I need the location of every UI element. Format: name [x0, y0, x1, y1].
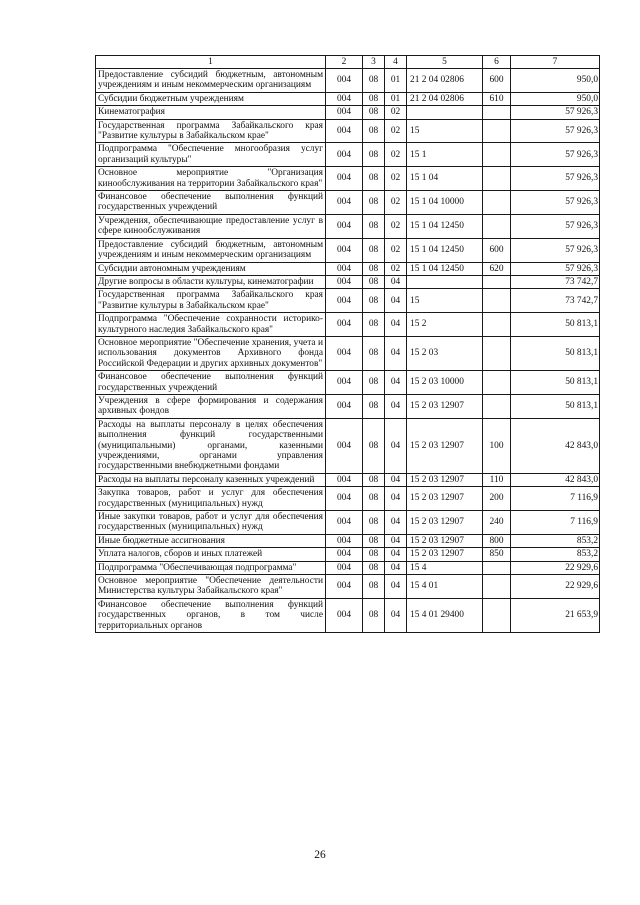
row-name-cell: Учреждения в сфере формирования и содержания архивных фондов: [96, 394, 326, 418]
row-name-cell: Предоставление субсидий бюджетным, автономным учреждениям и иным некоммерческим организациям: [96, 69, 326, 93]
table-body: [96, 56, 600, 633]
subsection-code-cell: 02: [385, 238, 407, 262]
ministry-code-cell: 004: [326, 313, 363, 337]
ministry-code-cell: 004: [326, 275, 363, 288]
target-article-cell: [407, 275, 483, 288]
amount-cell: 7 116,9: [511, 487, 600, 511]
target-article-cell: 15 2: [407, 313, 483, 337]
expense-type-cell: [483, 191, 511, 215]
target-article-cell: 15 2 03 10000: [407, 371, 483, 395]
section-code-cell: 08: [363, 511, 385, 535]
amount-cell: 57 926,3: [511, 143, 600, 167]
subsection-code-cell: 01: [385, 69, 407, 93]
table-row: [96, 289, 600, 313]
row-name-cell: Финансовое обеспечение выполнения функций государственных учреждений: [96, 191, 326, 215]
table-row: [96, 548, 600, 561]
section-code-cell: 08: [363, 69, 385, 93]
subsection-code-cell: 04: [385, 313, 407, 337]
expense-type-cell: 600: [483, 69, 511, 93]
expense-type-cell: [483, 598, 511, 632]
expense-type-cell: [483, 313, 511, 337]
row-name-cell: Подпрограмма "Обеспечение сохранности историко-культурного наследия Забайкальского края": [96, 313, 326, 337]
ministry-code-cell: 004: [326, 418, 363, 473]
amount-cell: 22 929,6: [511, 561, 600, 574]
expense-type-cell: 610: [483, 92, 511, 105]
expense-type-cell: [483, 371, 511, 395]
column-number: 4: [385, 56, 407, 69]
target-article-cell: 15 1 04 12450: [407, 262, 483, 275]
ministry-code-cell: 004: [326, 511, 363, 535]
target-article-cell: 15 2 03 12907: [407, 394, 483, 418]
target-article-cell: 15: [407, 119, 483, 143]
subsection-code-cell: 02: [385, 262, 407, 275]
row-name-cell: Субсидии автономным учреждениям: [96, 262, 326, 275]
table-row: [96, 119, 600, 143]
target-article-cell: 15 2 03: [407, 336, 483, 370]
expense-type-cell: 200: [483, 487, 511, 511]
subsection-code-cell: 04: [385, 534, 407, 547]
expense-type-cell: [483, 214, 511, 238]
section-code-cell: 08: [363, 394, 385, 418]
column-number: 5: [407, 56, 483, 69]
row-name-cell: Государственная программа Забайкальского края "Развитие культуры в Забайкальском крае": [96, 119, 326, 143]
amount-cell: 57 926,3: [511, 262, 600, 275]
column-number: 7: [511, 56, 600, 69]
row-name-cell: Государственная программа Забайкальского края "Развитие культуры в Забайкальском крае": [96, 289, 326, 313]
target-article-cell: 15 2 03 12907: [407, 418, 483, 473]
table-row: [96, 487, 600, 511]
row-name-cell: Основное мероприятие "Обеспечение деятельности Министерства культуры Забайкальского края": [96, 575, 326, 599]
ministry-code-cell: 004: [326, 336, 363, 370]
page-number: 26: [314, 849, 326, 861]
subsection-code-cell: 04: [385, 561, 407, 574]
table-row: [96, 143, 600, 167]
row-name-cell: Основное мероприятие "Организация кинообслуживания на территории Забайкальского края": [96, 167, 326, 191]
target-article-cell: 15 1: [407, 143, 483, 167]
section-code-cell: 08: [363, 143, 385, 167]
table-row: [96, 92, 600, 105]
ministry-code-cell: 004: [326, 143, 363, 167]
target-article-cell: [407, 106, 483, 119]
row-name-cell: Субсидии бюджетным учреждениям: [96, 92, 326, 105]
amount-cell: 50 813,1: [511, 371, 600, 395]
ministry-code-cell: 004: [326, 119, 363, 143]
subsection-code-cell: 04: [385, 336, 407, 370]
subsection-code-cell: 04: [385, 511, 407, 535]
section-code-cell: 08: [363, 473, 385, 486]
target-article-cell: 15 1 04 12450: [407, 238, 483, 262]
budget-table: [95, 55, 600, 633]
subsection-code-cell: 04: [385, 575, 407, 599]
table-row: [96, 511, 600, 535]
subsection-code-cell: 02: [385, 214, 407, 238]
column-number: 2: [326, 56, 363, 69]
target-article-cell: 15 1 04: [407, 167, 483, 191]
amount-cell: 7 116,9: [511, 511, 600, 535]
table-row: [96, 418, 600, 473]
row-name-cell: Расходы на выплаты персоналу казенных учреждений: [96, 473, 326, 486]
subsection-code-cell: 04: [385, 418, 407, 473]
amount-cell: 73 742,7: [511, 275, 600, 288]
table-row: [96, 336, 600, 370]
table-row: [96, 473, 600, 486]
row-name-cell: Финансовое обеспечение выполнения функций государственных учреждений: [96, 371, 326, 395]
subsection-code-cell: 04: [385, 598, 407, 632]
target-article-cell: 21 2 04 02806: [407, 92, 483, 105]
ministry-code-cell: 004: [326, 69, 363, 93]
section-code-cell: 08: [363, 238, 385, 262]
expense-type-cell: [483, 561, 511, 574]
section-code-cell: 08: [363, 548, 385, 561]
expense-type-cell: 100: [483, 418, 511, 473]
subsection-code-cell: 04: [385, 289, 407, 313]
section-code-cell: 08: [363, 575, 385, 599]
ministry-code-cell: 004: [326, 575, 363, 599]
target-article-cell: 15 2 03 12907: [407, 473, 483, 486]
section-code-cell: 08: [363, 92, 385, 105]
amount-cell: 50 813,1: [511, 336, 600, 370]
table-row: [96, 371, 600, 395]
section-code-cell: 08: [363, 336, 385, 370]
subsection-code-cell: 02: [385, 191, 407, 215]
subsection-code-cell: 04: [385, 394, 407, 418]
ministry-code-cell: 004: [326, 473, 363, 486]
subsection-code-cell: 01: [385, 92, 407, 105]
table-row: [96, 238, 600, 262]
target-article-cell: 15 2 03 12907: [407, 487, 483, 511]
amount-cell: 950,0: [511, 69, 600, 93]
expense-type-cell: 110: [483, 473, 511, 486]
expense-type-cell: 800: [483, 534, 511, 547]
row-name-cell: Закупка товаров, работ и услуг для обеспечения государственных (муниципальных) нужд: [96, 487, 326, 511]
table-row: [96, 106, 600, 119]
amount-cell: 21 653,9: [511, 598, 600, 632]
section-code-cell: 08: [363, 418, 385, 473]
section-code-cell: 08: [363, 275, 385, 288]
expense-type-cell: 620: [483, 262, 511, 275]
column-number-row: [96, 56, 600, 69]
section-code-cell: 08: [363, 167, 385, 191]
row-name-cell: Иные закупки товаров, работ и услуг для обеспечения государственных (муниципальных) нужд: [96, 511, 326, 535]
section-code-cell: 08: [363, 371, 385, 395]
expense-type-cell: [483, 275, 511, 288]
target-article-cell: 15 2 03 12907: [407, 511, 483, 535]
target-article-cell: 15 1 04 12450: [407, 214, 483, 238]
row-name-cell: Кинематография: [96, 106, 326, 119]
amount-cell: 42 843,0: [511, 473, 600, 486]
ministry-code-cell: 004: [326, 394, 363, 418]
subsection-code-cell: 02: [385, 106, 407, 119]
budget-table-sheet: [95, 55, 599, 633]
row-name-cell: Подпрограмма "Обеспечивающая подпрограмма": [96, 561, 326, 574]
ministry-code-cell: 004: [326, 191, 363, 215]
amount-cell: 57 926,3: [511, 214, 600, 238]
section-code-cell: 08: [363, 534, 385, 547]
expense-type-cell: [483, 119, 511, 143]
expense-type-cell: 850: [483, 548, 511, 561]
ministry-code-cell: 004: [326, 167, 363, 191]
section-code-cell: 08: [363, 487, 385, 511]
ministry-code-cell: 004: [326, 487, 363, 511]
target-article-cell: 15 4: [407, 561, 483, 574]
section-code-cell: 08: [363, 598, 385, 632]
table-row: [96, 275, 600, 288]
amount-cell: 42 843,0: [511, 418, 600, 473]
section-code-cell: 08: [363, 262, 385, 275]
expense-type-cell: [483, 336, 511, 370]
subsection-code-cell: 04: [385, 371, 407, 395]
ministry-code-cell: 004: [326, 262, 363, 275]
expense-type-cell: [483, 167, 511, 191]
target-article-cell: 15 1 04 10000: [407, 191, 483, 215]
target-article-cell: 15 2 03 12907: [407, 548, 483, 561]
subsection-code-cell: 02: [385, 143, 407, 167]
ministry-code-cell: 004: [326, 371, 363, 395]
amount-cell: 73 742,7: [511, 289, 600, 313]
amount-cell: 57 926,3: [511, 119, 600, 143]
row-name-cell: Другие вопросы в области культуры, кинематографии: [96, 275, 326, 288]
column-number: 3: [363, 56, 385, 69]
table-row: [96, 69, 600, 93]
expense-type-cell: 600: [483, 238, 511, 262]
row-name-cell: Основное мероприятие "Обеспечение хранения, учета и использования документов Архивного фонда Российской Федерации и других архивных документов": [96, 336, 326, 370]
section-code-cell: 08: [363, 214, 385, 238]
ministry-code-cell: 004: [326, 598, 363, 632]
row-name-cell: Предоставление субсидий бюджетным, автономным учреждениям и иным некоммерческим организациям: [96, 238, 326, 262]
target-article-cell: 15 4 01: [407, 575, 483, 599]
table-row: [96, 561, 600, 574]
row-name-cell: Уплата налогов, сборов и иных платежей: [96, 548, 326, 561]
section-code-cell: 08: [363, 289, 385, 313]
amount-cell: 853,2: [511, 534, 600, 547]
table-row: [96, 167, 600, 191]
amount-cell: 950,0: [511, 92, 600, 105]
ministry-code-cell: 004: [326, 214, 363, 238]
expense-type-cell: [483, 143, 511, 167]
subsection-code-cell: 04: [385, 487, 407, 511]
subsection-code-cell: 04: [385, 548, 407, 561]
column-number: 6: [483, 56, 511, 69]
subsection-code-cell: 02: [385, 167, 407, 191]
amount-cell: 853,2: [511, 548, 600, 561]
subsection-code-cell: 04: [385, 275, 407, 288]
table-row: [96, 534, 600, 547]
table-row: [96, 313, 600, 337]
row-name-cell: Учреждения, обеспечивающие предоставление услуг в сфере кинообслуживания: [96, 214, 326, 238]
column-number: 1: [96, 56, 326, 69]
amount-cell: 57 926,3: [511, 191, 600, 215]
amount-cell: 50 813,1: [511, 394, 600, 418]
ministry-code-cell: 004: [326, 561, 363, 574]
amount-cell: 22 929,6: [511, 575, 600, 599]
target-article-cell: 15: [407, 289, 483, 313]
amount-cell: 57 926,3: [511, 106, 600, 119]
expense-type-cell: [483, 289, 511, 313]
expense-type-cell: 240: [483, 511, 511, 535]
subsection-code-cell: 04: [385, 473, 407, 486]
subsection-code-cell: 02: [385, 119, 407, 143]
ministry-code-cell: 004: [326, 534, 363, 547]
row-name-cell: Финансовое обеспечение выполнения функций государственных органов, в том числе территориальных органов: [96, 598, 326, 632]
expense-type-cell: [483, 106, 511, 119]
ministry-code-cell: 004: [326, 289, 363, 313]
ministry-code-cell: 004: [326, 92, 363, 105]
section-code-cell: 08: [363, 119, 385, 143]
table-row: [96, 214, 600, 238]
section-code-cell: 08: [363, 191, 385, 215]
row-name-cell: Иные бюджетные ассигнования: [96, 534, 326, 547]
amount-cell: 57 926,3: [511, 167, 600, 191]
target-article-cell: 15 4 01 29400: [407, 598, 483, 632]
table-row: [96, 394, 600, 418]
ministry-code-cell: 004: [326, 106, 363, 119]
amount-cell: 57 926,3: [511, 238, 600, 262]
table-row: [96, 575, 600, 599]
expense-type-cell: [483, 575, 511, 599]
section-code-cell: 08: [363, 106, 385, 119]
ministry-code-cell: 004: [326, 548, 363, 561]
ministry-code-cell: 004: [326, 238, 363, 262]
amount-cell: 50 813,1: [511, 313, 600, 337]
row-name-cell: Подпрограмма "Обеспечение многообразия услуг организаций культуры": [96, 143, 326, 167]
table-row: [96, 262, 600, 275]
section-code-cell: 08: [363, 313, 385, 337]
row-name-cell: Расходы на выплаты персоналу в целях обеспечения выполнения функций государственными (муниципальными) органами, казенными учреждениями, органами управления государственными внебюджетными фондами: [96, 418, 326, 473]
section-code-cell: 08: [363, 561, 385, 574]
target-article-cell: 21 2 04 02806: [407, 69, 483, 93]
table-row: [96, 598, 600, 632]
target-article-cell: 15 2 03 12907: [407, 534, 483, 547]
expense-type-cell: [483, 394, 511, 418]
table-row: [96, 191, 600, 215]
